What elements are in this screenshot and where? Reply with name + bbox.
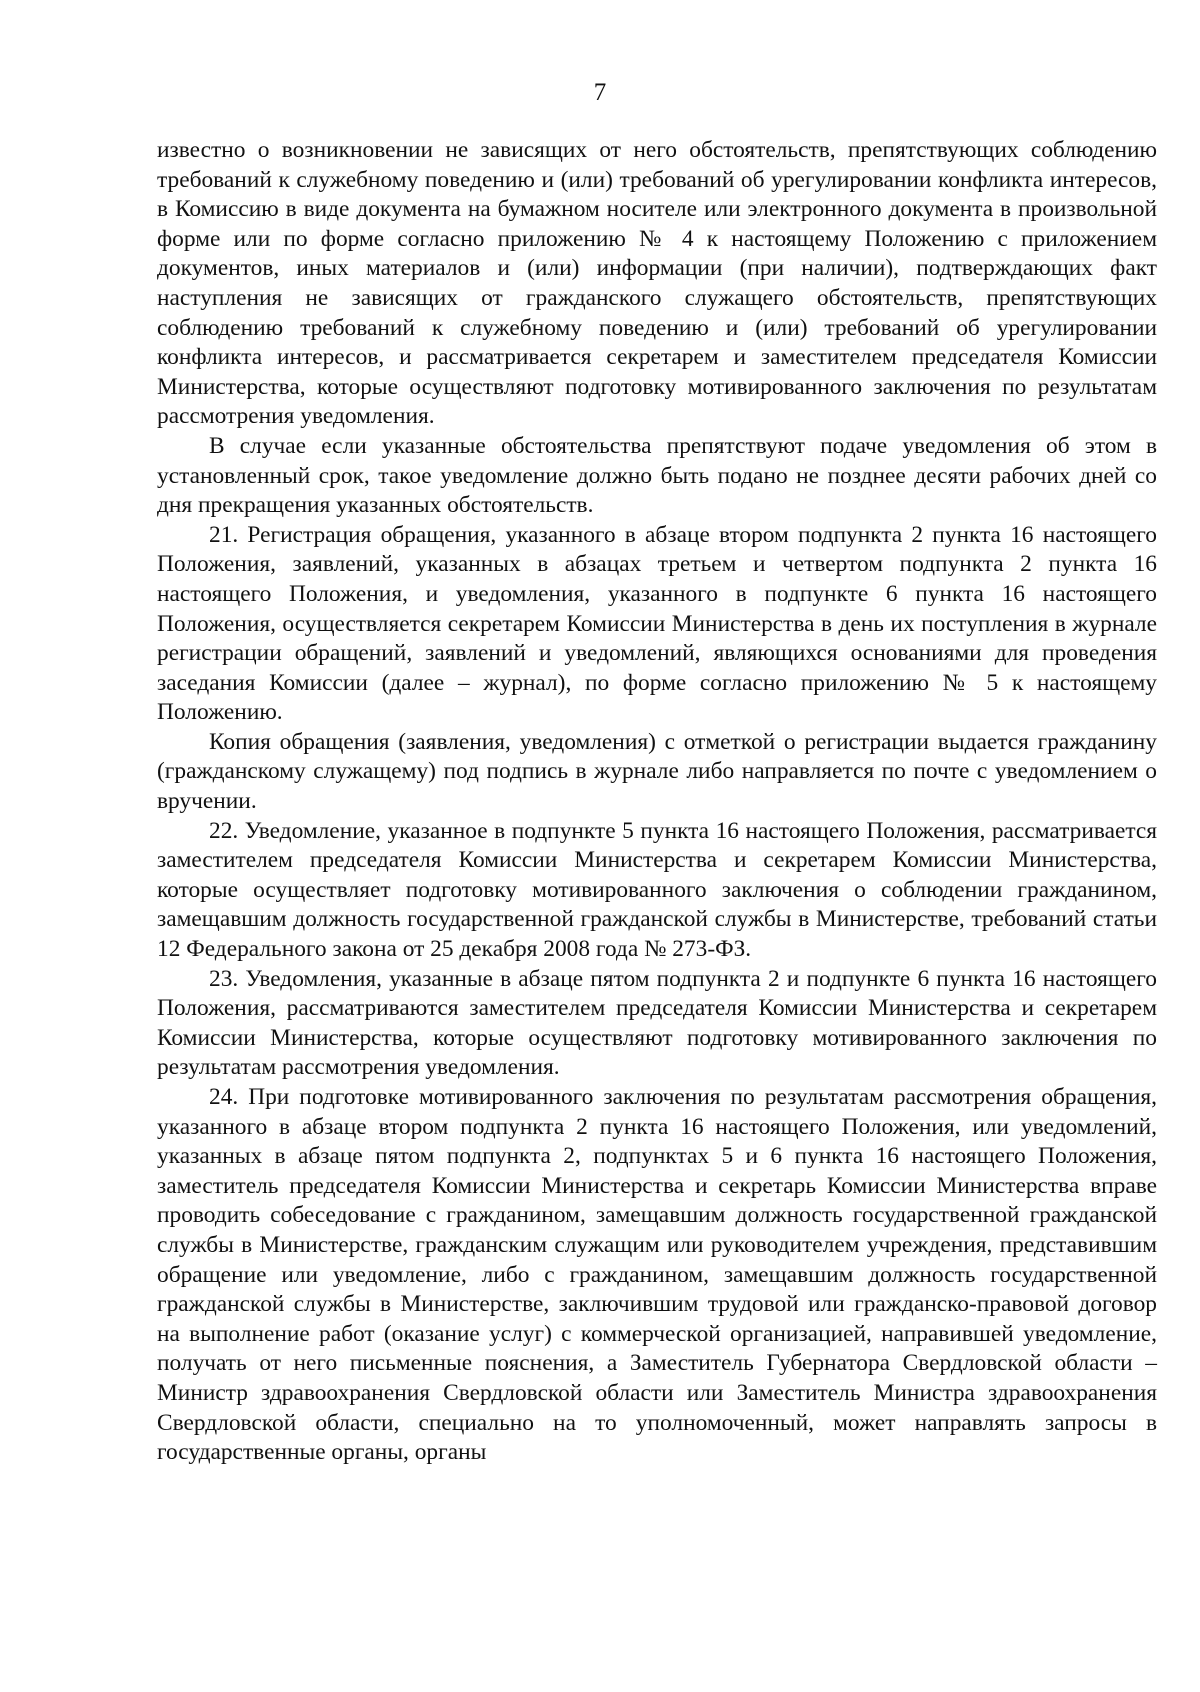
paragraph-item-23: 23. Уведомления, указанные в абзаце пятом подпункта 2 и подпункте 6 пункта 16 настоящего Положения, рассматриваются заместителем председателя Комиссии Министерства и секретарем Комиссии Министерства, которые осуществляют подготовку мотивированного заключения по результатам рассмотрения уведомления. [157,965,1157,1081]
paragraph-continuation: известно о возникновении не зависящих от него обстоятельств, препятствующих соблюдению требований к служебному поведению и (или) требований об урегулировании конфликта интересов, в Комиссию в виде документа на бумажном носителе или электронного документа в произвольной форме или по форме согласно приложению № 4 к настоящему Положению с приложением документов, иных материалов и (или) информации (при наличии), подтверждающих факт наступления не зависящих от гражданского служащего обстоятельств, препятствующих соблюдению требований к служебному поведению и (или) требований об урегулировании конфликта интересов, и рассматривается секретарем и заместителем председателя Комиссии Министерства, которые осуществляют подготовку мотивированного заключения по результатам рассмотрения уведомления. [157,137,1157,430]
page-number: 7 [593,79,607,106]
paragraph: Копия обращения (заявления, уведомления) с отметкой о регистрации выдается гражданину (гражданскому служащему) под подпись в журнале либо направляется по почте с уведомлением о вручении. [157,728,1157,815]
paragraph-item-21: 21. Регистрация обращения, указанного в абзаце втором подпункта 2 пункта 16 настоящего Положения, заявлений, указанных в абзацах третьем и четвертом подпункта 2 пункта 16 настоящего Положения, и уведомления, указанного в подпункте 6 пункта 16 настоящего Положения, осуществляется секретарем Комиссии Министерства в день их поступления в журнале регистрации обращений, заявлений и уведомлений, являющихся основаниями для проведения заседания Комиссии (далее – журнал), по форме согласно приложению № 5 к настоящему Положению. [157,521,1157,726]
document-body [157,136,1157,1468]
paragraph-item-22: 22. Уведомление, указанное в подпункте 5 пункта 16 настоящего Положения, рассматривается заместителем председателя Комиссии Министерства и секретарем Комиссии Министерства, которые осуществляет подготовку мотивированного заключения о соблюдении гражданином, замещавшим должность государственной гражданской службы в Министерстве, требований статьи 12 Федерального закона от 25 декабря 2008 года № 273-ФЗ. [157,817,1157,963]
paragraph: В случае если указанные обстоятельства препятствуют подаче уведомления об этом в установленный срок, такое уведомление должно быть подано не позднее десяти рабочих дней со дня прекращения указанных обстоятельств. [157,432,1157,519]
paragraph-item-24: 24. При подготовке мотивированного заключения по результатам рассмотрения обращения, указанного в абзаце втором подпункта 2 пункта 16 настоящего Положения, или уведомлений, указанных в абзаце пятом подпункта 2, подпунктах 5 и 6 пункта 16 настоящего Положения, заместитель председателя Комиссии Министерства и секретарь Комиссии Министерства вправе проводить собеседование с гражданином, замещавшим должность государственной гражданской службы в Министерстве, гражданским служащим или руководителем учреждения, представившим обращение или уведомление, либо с гражданином, замещавшим должность государственной гражданской службы в Министерстве, заключившим трудовой или гражданско-правовой договор на выполнение работ (оказание услуг) с коммерческой организацией, направившей уведомление, получать от него письменные пояснения, а Заместитель Губернатора Свердловской области – Министр здравоохранения Свердловской области или Заместитель Министра здравоохранения Свердловской области, специально на то уполномоченный, может направлять запросы в государственные органы, органы [157,1084,1157,1466]
